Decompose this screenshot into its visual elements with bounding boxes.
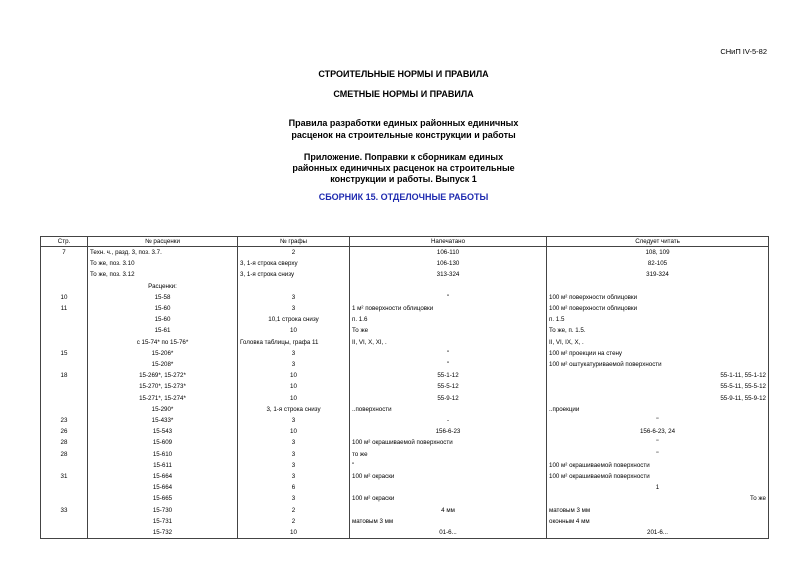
table-row (41, 527, 769, 539)
cell-column-number: Головка таблицы, графа 11 (238, 337, 350, 348)
cell-should-read: 1 (547, 482, 769, 493)
table-row (41, 269, 769, 280)
cell-rate-number: 15-665 (88, 493, 238, 504)
cell-column-number (238, 281, 350, 292)
cell-column-number: 3, 1-я строка снизу (238, 269, 350, 280)
table-row (41, 516, 769, 527)
cell-page: 31 (41, 471, 88, 482)
table-row (41, 393, 769, 404)
cell-page: 23 (41, 415, 88, 426)
cell-printed: то же (350, 449, 547, 460)
cell-page: 28 (41, 437, 88, 448)
cell-column-number: 3 (238, 471, 350, 482)
cell-printed: 55-9-12 (350, 393, 547, 404)
cell-rate-number: 15-543 (88, 426, 238, 437)
cell-page (41, 314, 88, 325)
cell-should-read: ..проекции (547, 404, 769, 415)
document-code: СНиП IV-5-82 (720, 47, 767, 56)
cell-should-read: матовым 3 мм (547, 505, 769, 516)
cell-page: 10 (41, 292, 88, 303)
cell-printed (350, 281, 547, 292)
table-row (41, 404, 769, 415)
table-row (41, 449, 769, 460)
table-row (41, 437, 769, 448)
cell-column-number: 3 (238, 359, 350, 370)
cell-page (41, 325, 88, 336)
table-row (41, 281, 769, 292)
cell-column-number: 2 (238, 505, 350, 516)
cell-should-read: То же (547, 493, 769, 504)
cell-should-read: То же, п. 1.5. (547, 325, 769, 336)
cell-rate-number: 15-290* (88, 404, 238, 415)
cell-rate-number: 15-664 (88, 471, 238, 482)
cell-printed: 100 м² окрашиваемой поверхности (350, 437, 547, 448)
cell-page: 7 (41, 247, 88, 259)
cell-column-number: 10 (238, 393, 350, 404)
table-row (41, 482, 769, 493)
cell-printed: " (350, 348, 547, 359)
table-row (41, 359, 769, 370)
cell-should-read: " (547, 415, 769, 426)
cell-printed: 55-1-12 (350, 370, 547, 381)
cell-column-number: 10 (238, 370, 350, 381)
heading-rules-line-2: расценок на строительные конструкции и работы (291, 130, 516, 140)
table-row (41, 337, 769, 348)
table-row (41, 370, 769, 381)
table-header-row (41, 237, 769, 247)
cell-should-read: 100 м² окрашиваемой поверхности (547, 460, 769, 471)
cell-rate-number: 15-731 (88, 516, 238, 527)
table-row (41, 258, 769, 269)
table-row (41, 415, 769, 426)
cell-page (41, 404, 88, 415)
cell-rate-number: То же, поз. 3.12 (88, 269, 238, 280)
cell-page: 18 (41, 370, 88, 381)
cell-column-number: 2 (238, 247, 350, 259)
cell-page: 33 (41, 505, 88, 516)
cell-should-read: 82-105 (547, 258, 769, 269)
cell-page: 26 (41, 426, 88, 437)
cell-printed: 106-110 (350, 247, 547, 259)
table-row (41, 348, 769, 359)
cell-rate-number: 15-60 (88, 314, 238, 325)
cell-rate-number: Расценки: (88, 281, 238, 292)
cell-rate-number: 15-60 (88, 303, 238, 314)
cell-column-number: 10 (238, 381, 350, 392)
cell-page: 15 (41, 348, 88, 359)
cell-page (41, 493, 88, 504)
cell-page (41, 460, 88, 471)
cell-should-read: оконным 4 мм (547, 516, 769, 527)
cell-column-number: 10 (238, 325, 350, 336)
table-row (41, 325, 769, 336)
cell-should-read: " (547, 437, 769, 448)
cell-printed: " (350, 292, 547, 303)
cell-printed: 156-6-23 (350, 426, 547, 437)
cell-printed: п. 1.6 (350, 314, 547, 325)
cell-printed: 01-6... (350, 527, 547, 539)
cell-page (41, 281, 88, 292)
heading-collection-15: СБОРНИК 15. ОТДЕЛОЧНЫЕ РАБОТЫ (318, 192, 489, 202)
cell-printed: " (350, 460, 547, 471)
cell-column-number: 3 (238, 449, 350, 460)
heading-estimate-norms: СМЕТНЫЕ НОРМЫ И ПРАВИЛА (333, 89, 474, 99)
header-page: Стр. (41, 237, 88, 247)
cell-rate-number: 15-732 (88, 527, 238, 539)
cell-column-number: 3, 1-я строка сверху (238, 258, 350, 269)
cell-printed: 106-130 (350, 258, 547, 269)
cell-printed: То же (350, 325, 547, 336)
cell-printed (350, 482, 547, 493)
cell-should-read: 156-6-23, 24 (547, 426, 769, 437)
cell-should-read: 201-6... (547, 527, 769, 539)
corrections-table (40, 236, 769, 539)
cell-page (41, 258, 88, 269)
cell-page (41, 381, 88, 392)
cell-column-number: 2 (238, 516, 350, 527)
cell-column-number: 10,1 строка снизу (238, 314, 350, 325)
heading-appendix-line-3: конструкции и работы. Выпуск 1 (330, 174, 477, 184)
cell-should-read: 108, 109 (547, 247, 769, 259)
cell-should-read: 100 м² оштукатуриваемой поверхности (547, 359, 769, 370)
cell-rate-number: 15-208* (88, 359, 238, 370)
cell-should-read: 319-324 (547, 269, 769, 280)
header-printed: Напечатано (350, 237, 547, 247)
cell-should-read: II, VI, IX, X, . (547, 337, 769, 348)
cell-should-read: 55-5-11, 55-5-12 (547, 381, 769, 392)
cell-should-read: 100 м² проекции на стену (547, 348, 769, 359)
cell-rate-number: с 15-74* по 15-76* (88, 337, 238, 348)
heading-appendix-line-1: Приложение. Поправки к сборникам единых (303, 152, 504, 162)
cell-rate-number: 15-609 (88, 437, 238, 448)
cell-rate-number: Техн. ч., разд. 3, поз. 3.7. (88, 247, 238, 259)
cell-rate-number: То же, поз. 3.10 (88, 258, 238, 269)
cell-printed: " (350, 359, 547, 370)
table-row (41, 493, 769, 504)
heading-appendix-line-2: районных единичных расценок на строительные (292, 163, 515, 173)
cell-should-read: 100 м² поверхности облицовки (547, 303, 769, 314)
cell-should-read: 55-9-11, 55-9-12 (547, 393, 769, 404)
cell-rate-number: 15-610 (88, 449, 238, 460)
table-row (41, 505, 769, 516)
table-row (41, 426, 769, 437)
cell-page: 11 (41, 303, 88, 314)
cell-rate-number: 15-611 (88, 460, 238, 471)
cell-page: 28 (41, 449, 88, 460)
cell-printed: II, VI, X, XI, . (350, 337, 547, 348)
cell-page (41, 516, 88, 527)
table-row (41, 247, 769, 259)
cell-column-number: 3, 1-я строка снизу (238, 404, 350, 415)
cell-column-number: 6 (238, 482, 350, 493)
heading-appendix-title (0, 152, 807, 185)
cell-page (41, 482, 88, 493)
cell-printed: 313-324 (350, 269, 547, 280)
cell-column-number: 10 (238, 527, 350, 539)
cell-rate-number: 15-433* (88, 415, 238, 426)
cell-rate-number: 15-61 (88, 325, 238, 336)
cell-column-number: 3 (238, 493, 350, 504)
cell-column-number: 3 (238, 303, 350, 314)
cell-rate-number: 15-269*, 15-272* (88, 370, 238, 381)
cell-should-read: 55-1-11, 55-1-12 (547, 370, 769, 381)
cell-column-number: 3 (238, 415, 350, 426)
header-rate-number: № расценки (88, 237, 238, 247)
cell-column-number: 10 (238, 426, 350, 437)
cell-page (41, 527, 88, 539)
cell-should-read: 100 м² окрашиваемой поверхности (547, 471, 769, 482)
cell-should-read: 100 м² поверхности облицовки (547, 292, 769, 303)
table-row (41, 314, 769, 325)
cell-printed: - (350, 415, 547, 426)
heading-rules-title (0, 117, 807, 141)
cell-should-read (547, 281, 769, 292)
cell-column-number: 3 (238, 292, 350, 303)
table-row (41, 292, 769, 303)
cell-rate-number: 15-58 (88, 292, 238, 303)
cell-printed: 4 мм (350, 505, 547, 516)
table-row (41, 460, 769, 471)
cell-printed: 100 м² окраски (350, 471, 547, 482)
cell-page (41, 269, 88, 280)
cell-page (41, 393, 88, 404)
cell-printed: 55-5-12 (350, 381, 547, 392)
cell-rate-number: 15-730 (88, 505, 238, 516)
cell-rate-number: 15-271*, 15-274* (88, 393, 238, 404)
cell-printed: матовым 3 мм (350, 516, 547, 527)
cell-page (41, 337, 88, 348)
heading-rules-line-1: Правила разработки единых районных единичных (288, 118, 519, 128)
cell-should-read: " (547, 449, 769, 460)
cell-page (41, 359, 88, 370)
cell-column-number: 3 (238, 460, 350, 471)
cell-should-read: п. 1.5 (547, 314, 769, 325)
cell-column-number: 3 (238, 437, 350, 448)
table-row (41, 381, 769, 392)
table-row (41, 471, 769, 482)
cell-printed: 100 м² окраски (350, 493, 547, 504)
heading-building-norms: СТРОИТЕЛЬНЫЕ НОРМЫ И ПРАВИЛА (318, 69, 489, 79)
cell-printed: ..поверхности (350, 404, 547, 415)
table-row (41, 303, 769, 314)
cell-rate-number: 15-270*, 15-273* (88, 381, 238, 392)
cell-rate-number: 15-206* (88, 348, 238, 359)
cell-rate-number: 15-664 (88, 482, 238, 493)
cell-printed: 1 м² поверхности облицовки (350, 303, 547, 314)
cell-column-number: 3 (238, 348, 350, 359)
header-column-number: № графы (238, 237, 350, 247)
header-should-read: Следует читать (547, 237, 769, 247)
